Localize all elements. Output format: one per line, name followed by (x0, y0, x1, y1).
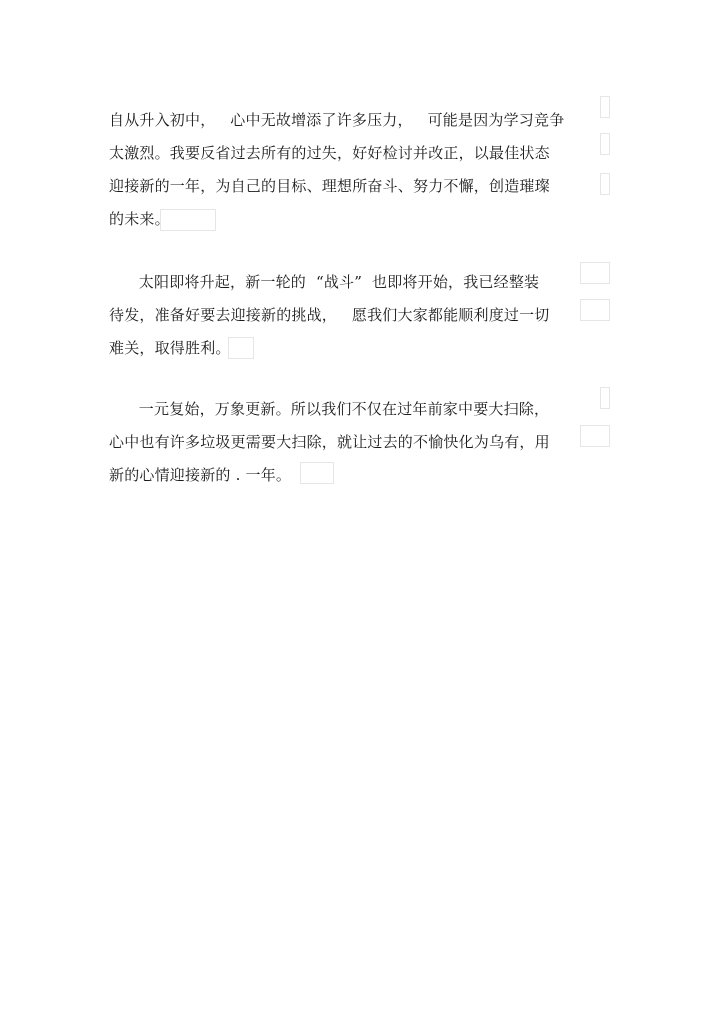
paragraph-1-line-1: 自从升入初中， 心中无故增添了许多压力， 可能是因为学习竞争 (109, 111, 565, 129)
text-box-outline (600, 387, 610, 409)
text-box-outline (300, 462, 334, 484)
paragraph-2-line-2: 待发，准备好要去迎接新的挑战， 愿我们大家都能顺利度过一切 (109, 306, 550, 324)
text-box-outline (600, 173, 610, 195)
text-box-outline (600, 133, 610, 155)
paragraph-1-line-2: 太激烈。我要反省过去所有的过失，好好检讨并改正，以最佳状态 (109, 144, 550, 162)
text-box-outline (580, 262, 610, 284)
text-box-outline (228, 337, 254, 359)
paragraph-1-line-3: 迎接新的一年，为自己的目标、理想所奋斗、努力不懈，创造璀璨 (109, 177, 550, 195)
paragraph-3-line-1: 一元复始，万象更新。所以我们不仅在过年前家中要大扫除， (109, 400, 550, 418)
paragraph-3-line-2: 心中也有许多垃圾更需要大扫除，就让过去的不愉快化为乌有，用 (109, 433, 550, 451)
text-box-outline (580, 425, 610, 447)
paragraph-1-line-4: 的未来。 (109, 210, 170, 228)
paragraph-2-line-3: 难关，取得胜利。 (109, 339, 231, 357)
paragraph-3-line-3: 新的心情迎接新的 . 一年。 (109, 466, 292, 484)
text-box-outline (600, 96, 610, 118)
text-box-outline (580, 299, 610, 321)
paragraph-2-line-1: 太阳即将升起，新一轮的 “战斗” 也即将开始，我已经整装 (109, 273, 540, 291)
